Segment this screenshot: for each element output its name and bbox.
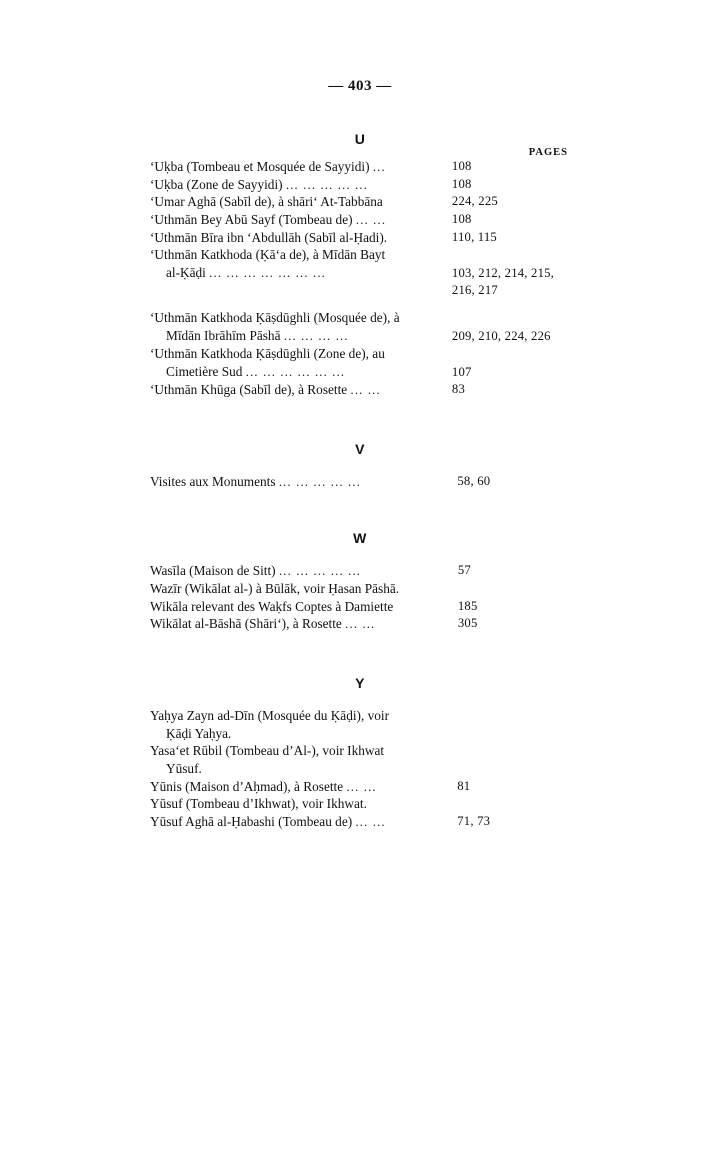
- index-row: [150, 598, 570, 616]
- entry-leader: ... ... ... ... ... ... ...: [209, 266, 326, 281]
- section-letter-w: W: [353, 530, 367, 547]
- entry-text: ‘Umar Aghā (Sabīl de), à shāri‘ At-Tabbāna: [150, 194, 383, 210]
- entry-text: ‘Uthmān Khūga (Sabīl de), à Rosette: [150, 381, 348, 397]
- index-table-y: [150, 707, 570, 831]
- entry-pages: 107: [451, 365, 472, 380]
- index-row: [150, 211, 570, 229]
- index-row: [150, 707, 570, 742]
- index-row: [150, 813, 570, 831]
- entry-leader: ... ...: [355, 213, 387, 228]
- entry-text-continuation: Ḳāḍi Yaḥya.: [166, 725, 232, 741]
- entry-text: Wikāla relevant des Waḳfs Coptes à Damiette: [150, 598, 394, 614]
- entry-pages: 209, 210, 224, 226: [451, 329, 551, 344]
- entry-text: Yūnis (Maison d’Aḥmad), à Rosette: [150, 778, 344, 794]
- entry-pages: 103, 212, 214, 215,: [451, 266, 555, 281]
- page-number: — 403 —: [328, 78, 392, 94]
- entry-text: ‘Uthmān Katkhoda Ḳāṣdūghli (Mosquée de), à: [150, 310, 400, 326]
- entry-text: Wasīla (Maison de Sitt): [150, 563, 276, 579]
- section-v: [150, 441, 570, 491]
- entry-pages: 108: [451, 159, 472, 173]
- entry-text-continuation: Cimetière Sud: [166, 363, 243, 379]
- entry-pages: 81: [457, 778, 471, 793]
- entry-pages: 57: [457, 563, 471, 578]
- entry-pages: 58, 60: [457, 473, 491, 488]
- entry-leader: ... ...: [345, 617, 376, 632]
- index-table-w: [150, 562, 570, 633]
- section-letter-v: V: [355, 440, 365, 457]
- index-row: [150, 778, 570, 796]
- section-w: [150, 530, 570, 633]
- entry-pages: [457, 795, 570, 813]
- index-row: [150, 176, 570, 194]
- entry-leader: ... ... ... ... ...: [285, 177, 369, 192]
- entry-text: Wikālat al-Bāshā (Shāri‘), à Rosette: [150, 616, 342, 632]
- index-row: [150, 473, 570, 491]
- index-content: [150, 131, 570, 831]
- entry-pages: 108: [451, 176, 472, 191]
- entry-leader: ... ... ... ... ...: [278, 474, 362, 489]
- entry-pages-continuation: 216, 217: [451, 283, 498, 298]
- entry-text-continuation: Yūsuf.: [166, 760, 202, 776]
- entry-text: ‘Uthmān Katkhoda Ḳāṣdūghli (Zone de), au: [150, 346, 385, 362]
- index-row: [150, 381, 570, 399]
- index-row: [150, 562, 570, 580]
- index-table-v: [150, 473, 570, 491]
- section-y: [150, 675, 570, 831]
- entry-text: ‘Uthmān Katkhoda (Ḳā‘a de), à Mīdān Bayt: [150, 247, 386, 263]
- pages-column-header: PAGES: [528, 147, 568, 158]
- entry-text: Yūsuf Aghā al-Ḥabashi (Tombeau de): [150, 813, 353, 829]
- entry-leader: ...: [372, 160, 386, 174]
- entry-leader: ... ...: [350, 382, 381, 397]
- entry-text: Yasa‘et Rūbil (Tombeau d’Al-), voir Ikhwat: [150, 743, 385, 759]
- entry-pages: [458, 580, 570, 598]
- index-table-u: [150, 158, 570, 399]
- entry-leader: ... ... ... ...: [283, 328, 349, 343]
- entry-text: ‘Uthmān Bey Abū Sayf (Tombeau de): [150, 212, 353, 228]
- entry-pages: 71, 73: [457, 813, 491, 828]
- entry-text: Visites aux Monuments: [150, 473, 276, 489]
- entry-pages: 83: [451, 381, 465, 396]
- entry-text: Yaḥya Zayn ad-Dīn (Mosquée du Ḳāḍi), voir: [150, 707, 390, 723]
- index-row: [150, 246, 570, 299]
- entry-leader: ... ...: [346, 779, 377, 794]
- entry-text: ‘Uḳba (Tombeau et Mosquée de Sayyidi): [150, 159, 370, 174]
- index-row: [150, 193, 570, 211]
- entry-pages: [457, 707, 570, 742]
- section-letter-y: Y: [355, 674, 365, 691]
- index-row: [150, 795, 570, 813]
- index-row: [150, 615, 570, 633]
- index-row: [150, 299, 570, 345]
- index-row: [150, 345, 570, 381]
- entry-pages: 110, 115: [451, 229, 497, 244]
- entry-leader: ... ... ... ... ...: [278, 564, 362, 579]
- entry-pages: 108: [451, 212, 472, 227]
- entry-text-continuation: al-Ḳāḍi: [166, 265, 206, 281]
- section-u: [150, 131, 570, 399]
- index-row: [150, 158, 570, 176]
- index-row: [150, 580, 570, 598]
- index-page: [0, 78, 720, 1160]
- entry-pages: 224, 225: [451, 194, 498, 209]
- entry-pages: 305: [457, 616, 478, 631]
- entry-text-continuation: Mīdān Ibrāhīm Pāshā: [166, 327, 281, 343]
- entry-leader: ... ...: [355, 814, 386, 829]
- entry-leader: ... ... ... ... ... ...: [245, 364, 346, 379]
- index-row: [150, 742, 570, 777]
- index-row: [150, 229, 570, 247]
- section-letter-u: U: [354, 131, 366, 147]
- entry-text: Wazīr (Wikālat al-) à Būlāk, voir Ḥasan Pāshā.: [150, 580, 400, 596]
- entry-pages: 185: [457, 598, 478, 613]
- entry-pages: [457, 742, 570, 777]
- entry-text: Yūsuf (Tombeau d’Ikhwat), voir Ikhwat.: [150, 796, 367, 812]
- entry-text: ‘Uthmān Bīra ibn ‘Abdullāh (Sabīl al-Ḥadi).: [150, 229, 388, 245]
- entry-text: ‘Uḳba (Zone de Sayyidi): [150, 176, 283, 192]
